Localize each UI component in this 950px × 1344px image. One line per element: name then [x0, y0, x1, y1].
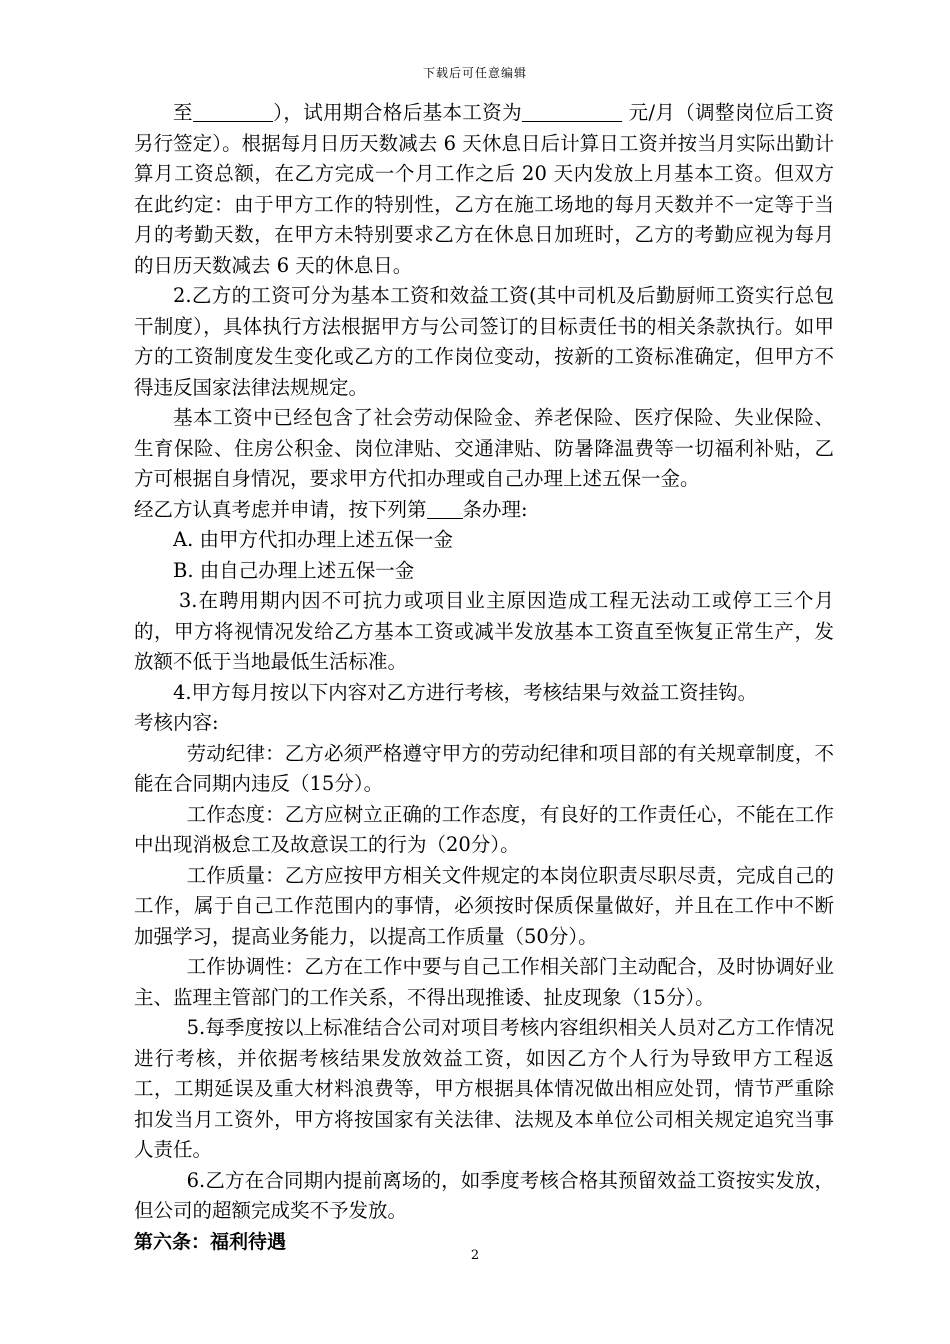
assessment-heading: 考核内容:: [134, 711, 219, 734]
probation-middle: ），试用期合格后基本工资为: [272, 101, 522, 124]
page-number: 2: [470, 1248, 480, 1263]
document-body: [134, 98, 834, 1257]
blank-base-salary[interactable]: [522, 102, 622, 123]
blank-option-number[interactable]: [427, 498, 463, 519]
header-note: 下载后可任意编辑: [422, 66, 527, 80]
choice-prefix: 经乙方认真考虑并申请，按下列第: [134, 497, 427, 521]
blank-end-date[interactable]: [193, 102, 273, 123]
choice-suffix: 条办理:: [462, 497, 528, 521]
assessment-discipline: 劳动纪律：乙方必须严格遵守甲方的劳动纪律和项目部的有关规章制度，不能在合同期内违反（15分）。: [134, 741, 834, 795]
probation-suffix: 元/月（调整岗位后工资另行签定）。根据每月日历天数减去 6 天休息日后计算日工资并按当月实际出勤计算月工资总额，在乙方完成一个月工作之后 20 天内发放上月基本工资。但双方在此约定：由于甲方工作的特别性，乙方在施工场地的每月天数并不一定等于当月的考勤天数，在甲方未特别要求乙方在休息日加班时，乙方的考勤应视为每月的日历天数减去 6 天的休息日。: [134, 101, 834, 277]
option-b: B. 由自己办理上述五保一金: [173, 558, 415, 582]
paragraph-probation-salary: [134, 98, 834, 281]
paragraph-base-salary-benefits: 基本工资中已经包含了社会劳动保险金、养老保险、医疗保险、失业保险、生育保险、住房公积金、岗位津贴、交通津贴、防暑降温费等一切福利补贴，乙方可根据自身情况，要求甲方代扣办理或自己办理上述五保一金。: [134, 406, 834, 490]
section-title: 第六条：福利待遇: [134, 1230, 287, 1253]
paragraph-early-departure: 6.乙方在合同期内提前离场的，如季度考核合格其预留效益工资按实发放，但公司的超额完成奖不予发放。: [134, 1168, 834, 1222]
paragraph-quarterly-assessment: 5.每季度按以上标准结合公司对项目考核内容组织相关人员对乙方工作情况进行考核，并依据考核结果发放效益工资，如因乙方个人行为导致甲方工程返工，工期延误及重大材料浪费等，甲方根据具体情况做出相应处罚，情节严重除扣发当月工资外，甲方将按国家有关法律、法规及本单位公司相关规定追究当事人责任。: [134, 1016, 834, 1161]
assessment-quality: 工作质量：乙方应按甲方相关文件规定的本岗位职责尽职尽责，完成自己的工作，属于自己工作范围内的事情，必须按时保质保量做好，并且在工作中不断加强学习，提高业务能力，以提高工作质量（50分）。: [134, 863, 834, 948]
paragraph-monthly-assessment: 4.甲方每月按以下内容对乙方进行考核，考核结果与效益工资挂钩。: [173, 680, 758, 704]
paragraph-force-majeure: 3.在聘用期内因不可抗力或项目业主原因造成工程无法动工或停工三个月的，甲方将视情况发给乙方基本工资或减半发放基本工资直至恢复正常生产，发放额不低于当地最低生活标准。: [134, 589, 834, 673]
paragraph-salary-structure: 2.乙方的工资可分为基本工资和效益工资(其中司机及后勤厨师工资实行总包干制度），具体执行方法根据甲方与公司签订的目标责任书的相关条款执行。如甲方的工资制度发生变化或乙方的工作岗位变动，按新的工资标准确定，但甲方不得违反国家法律法规规定。: [134, 284, 834, 399]
option-a: A. 由甲方代扣办理上述五保一金: [173, 528, 453, 551]
assessment-coordination: 工作协调性：乙方在工作中要与自己工作相关部门主动配合，及时协调好业主、监理主管部门的工作关系，不得出现推诿、扯皮现象（15分）。: [134, 955, 834, 1009]
paragraph-choice: [134, 495, 834, 526]
assessment-attitude: 工作态度：乙方应树立正确的工作态度，有良好的工作责任心，不能在工作中出现消极怠工及故意误工的行为（20分）。: [134, 802, 834, 856]
probation-prefix: 至: [173, 101, 193, 124]
